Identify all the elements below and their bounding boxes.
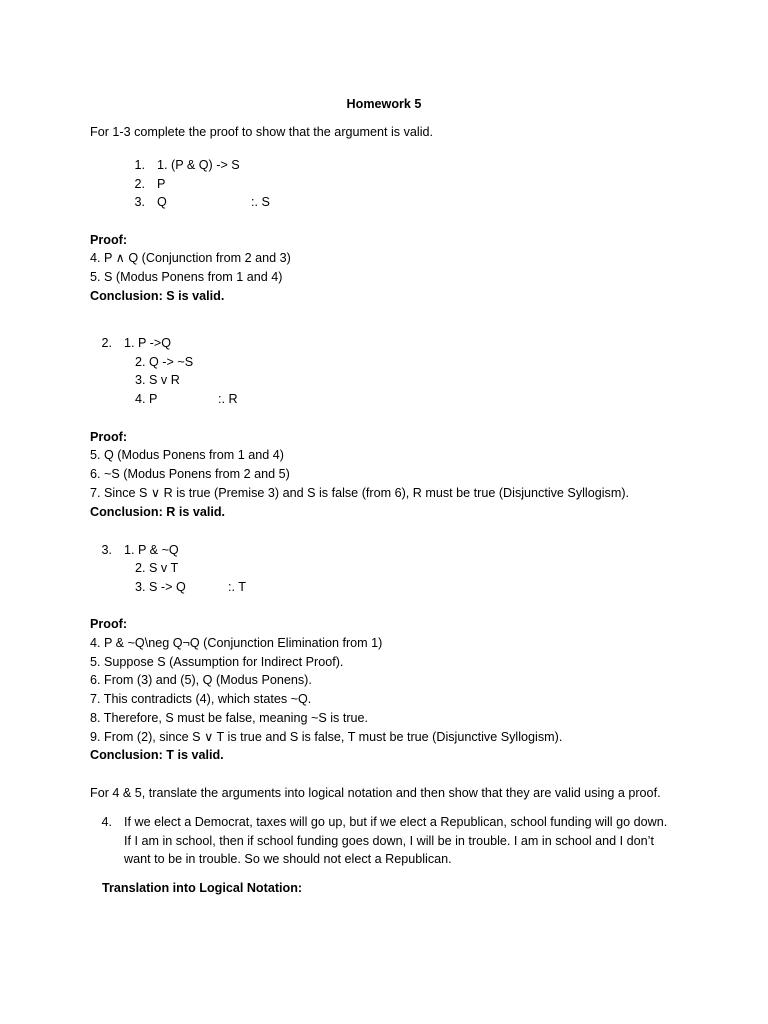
- p1-proof-step: 4. P ∧ Q (Conjunction from 2 and 3): [90, 251, 291, 265]
- p2-item-number: 2.: [101, 336, 112, 350]
- p2-proof-step: 7. Since S ∨ R is true (Premise 3) and S is false (from 6), R must be true (Disjunctive Syllogism).: [90, 486, 630, 500]
- p1-item-number: 2.: [134, 177, 145, 191]
- intro-text-2: For 4 & 5, translate the arguments into logical notation and then show that they are valid using a proof.: [90, 786, 661, 800]
- p3-premise: 1. P & ~Q: [124, 543, 179, 557]
- p3-proof-step: 9. From (2), since S ∨ T is true and S is false, T must be true (Disjunctive Syllogism).: [90, 730, 563, 744]
- p4-text-line: If I am in school, then if school funding goes down, I will be in trouble. I am in school and I don’t: [124, 834, 654, 848]
- p2-premise: 2. Q -> ~S: [135, 355, 194, 369]
- p3-proof-step: 8. Therefore, S must be false, meaning ~S is true.: [90, 711, 369, 725]
- p1-premise: P: [157, 177, 166, 191]
- p3-proof-step: 7. This contradicts (4), which states ~Q.: [90, 692, 312, 706]
- intro-text-1: For 1-3 complete the proof to show that the argument is valid.: [90, 125, 434, 139]
- p3-proof-label: Proof:: [90, 617, 128, 631]
- p1-conclusion-symbol: :. S: [251, 195, 270, 209]
- p3-item-number: 3.: [101, 543, 112, 557]
- p3-premise: 2. S v T: [135, 561, 179, 575]
- p4-item-number: 4.: [101, 815, 112, 829]
- p4-text-line: If we elect a Democrat, taxes will go up, but if we elect a Republican, school funding will go down.: [124, 815, 668, 829]
- p1-item-number: 1.: [134, 158, 145, 172]
- p4-translation-label: Translation into Logical Notation:: [102, 881, 303, 895]
- p2-conclusion-symbol: :. R: [218, 392, 238, 406]
- p2-proof-step: 5. Q (Modus Ponens from 1 and 4): [90, 448, 284, 462]
- p2-conclusion: Conclusion: R is valid.: [90, 505, 226, 519]
- p1-premise: Q: [157, 195, 167, 209]
- p2-premise: 4. P: [135, 392, 158, 406]
- p3-proof-step: 5. Suppose S (Assumption for Indirect Proof).: [90, 655, 344, 669]
- p1-premise: 1. (P & Q) -> S: [157, 158, 240, 172]
- p3-proof-step: 6. From (3) and (5), Q (Modus Ponens).: [90, 673, 312, 687]
- p2-proof-step: 6. ~S (Modus Ponens from 2 and 5): [90, 467, 290, 481]
- p2-premise: 1. P ->Q: [124, 336, 172, 350]
- p4-text-line: want to be in trouble. So we should not elect a Republican.: [124, 852, 452, 866]
- p1-item-number: 3.: [134, 195, 145, 209]
- p3-conclusion: Conclusion: T is valid.: [90, 748, 224, 762]
- p3-premise: 3. S -> Q: [135, 580, 186, 594]
- p3-conclusion-symbol: :. T: [228, 580, 246, 594]
- p1-proof-label: Proof:: [90, 233, 128, 247]
- p2-premise: 3. S v R: [135, 373, 180, 387]
- p2-proof-label: Proof:: [90, 430, 128, 444]
- p3-proof-step: 4. P & ~Q\neg Q¬Q (Conjunction Elimination from 1): [90, 636, 383, 650]
- p1-proof-step: 5. S (Modus Ponens from 1 and 4): [90, 270, 283, 284]
- page-title: Homework 5: [346, 97, 422, 111]
- p1-conclusion: Conclusion: S is valid.: [90, 289, 225, 303]
